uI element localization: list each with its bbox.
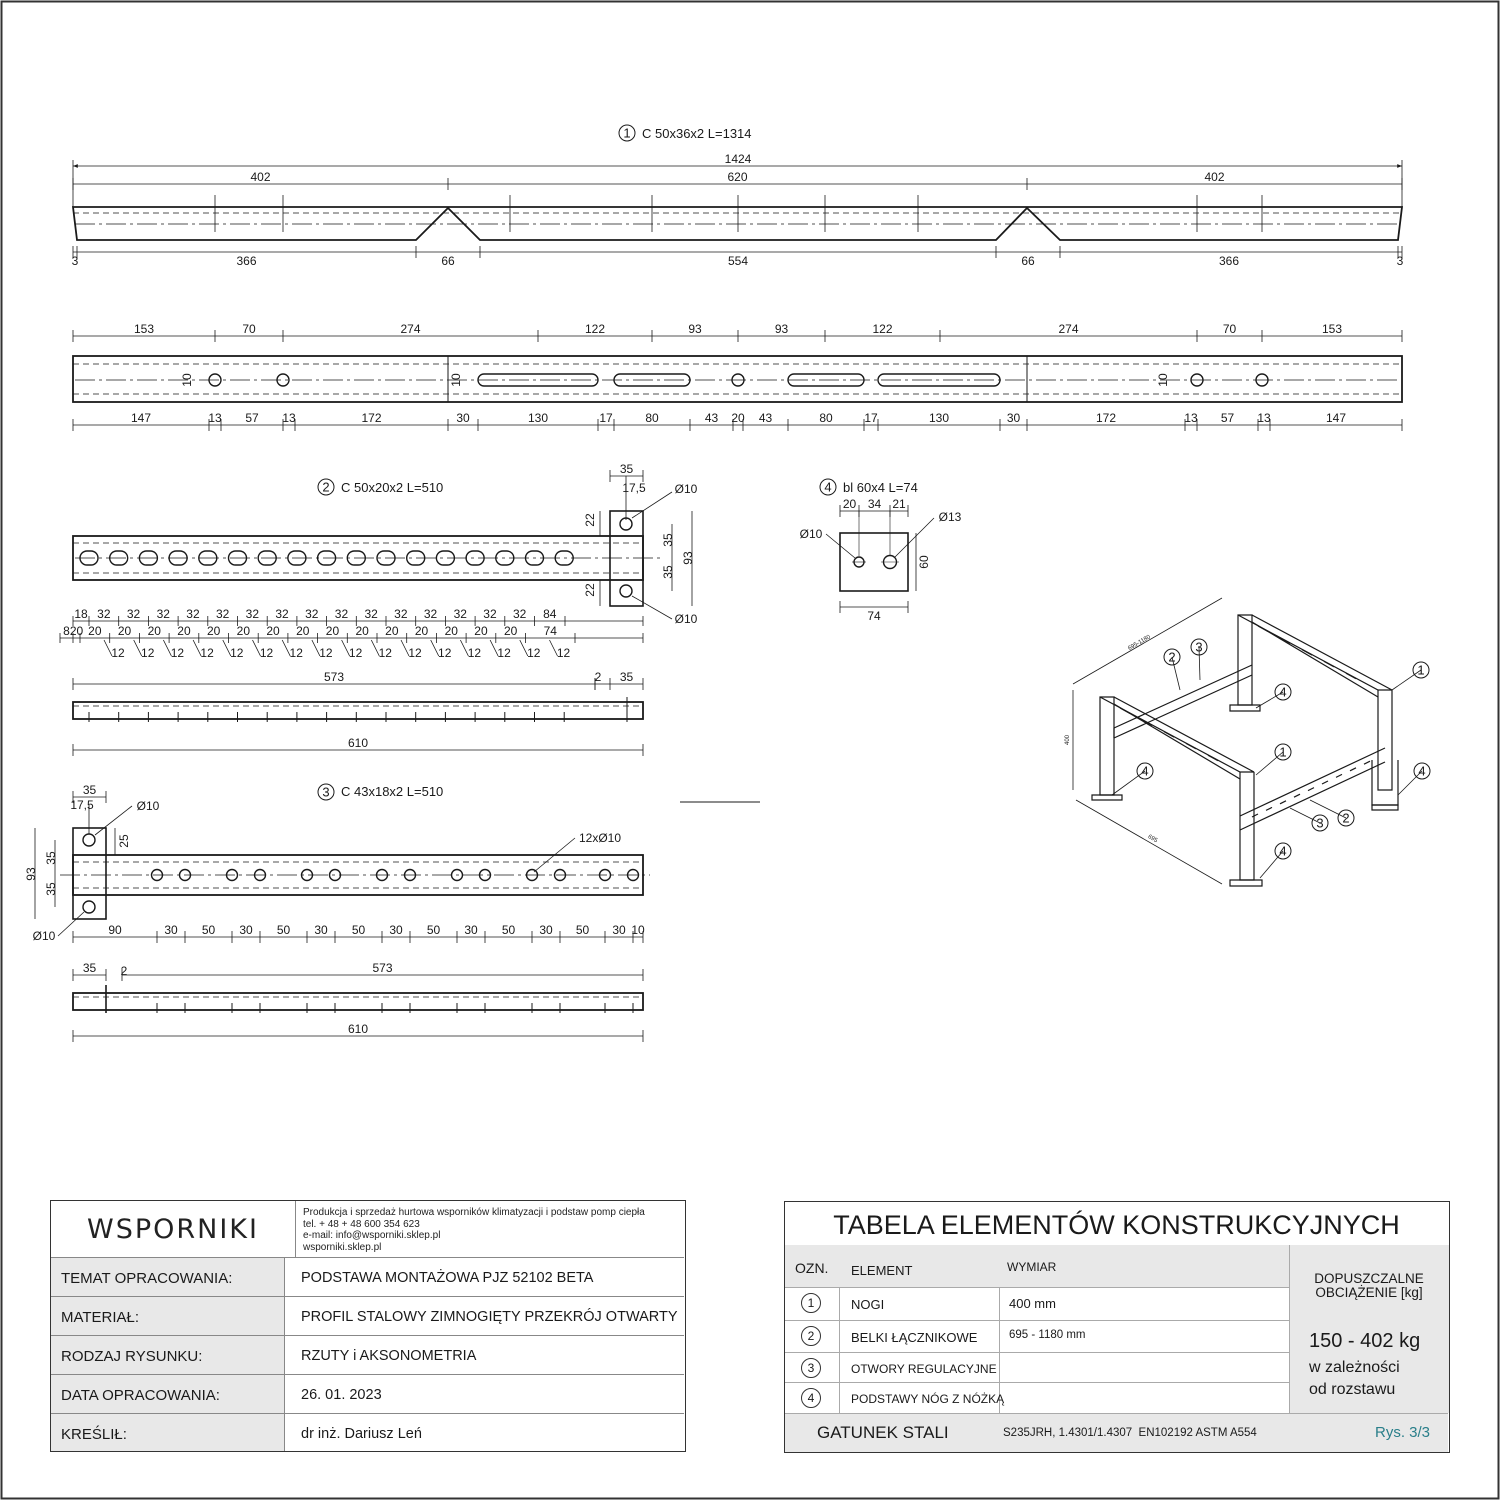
dimension-value: 20 xyxy=(69,624,84,638)
callout-number: 4 xyxy=(1141,763,1149,779)
slot-height-dim: 12 xyxy=(408,646,422,660)
dimension-value: 32 xyxy=(215,607,230,621)
front-left-leg xyxy=(1100,697,1114,795)
dimension-value: 20 xyxy=(414,624,429,638)
load-value: 150 - 402 kg xyxy=(1309,1330,1421,1352)
load-note-2: od rozstawu xyxy=(1309,1381,1396,1398)
steel-value: S235JRH, 1.4301/1.4307 EN102192 ASTM A554 xyxy=(1003,1427,1257,1439)
profile-outline xyxy=(73,207,1402,240)
hole-diameter-bottom: Ø10 xyxy=(32,929,56,943)
dimension-value: 20 xyxy=(236,624,251,638)
dimension-value: 20 xyxy=(385,624,399,638)
dimension-value: 147 xyxy=(130,411,152,425)
dimension-value: 366 xyxy=(236,254,257,268)
beam-side-view xyxy=(73,993,643,1010)
logo-cell xyxy=(51,1201,296,1258)
slot-height-dim: 12 xyxy=(319,646,333,660)
dimension-value: 93 xyxy=(774,322,789,336)
column-divider xyxy=(839,1288,840,1320)
dimension-value: 66 xyxy=(1021,254,1035,268)
dimension-value: 35 xyxy=(619,462,634,476)
title-row-key: DATA OPRACOWANIA: xyxy=(51,1375,285,1413)
slot-height-dim: 12 xyxy=(348,646,363,660)
callout-number: 4 xyxy=(824,479,832,495)
slot-height-dim: 12 xyxy=(378,646,392,660)
callout-number: 3 xyxy=(1316,815,1324,831)
dimension-value: 20 xyxy=(177,624,191,638)
hole-diameter-top: Ø10 xyxy=(136,799,160,813)
height-dim: 93 xyxy=(681,551,695,565)
slot-height-dim: 12 xyxy=(259,646,274,660)
title-row-key: RODZAJ RYSUNKU: xyxy=(51,1336,285,1374)
back-beam-slot xyxy=(1280,638,1290,644)
dimension-value: 402 xyxy=(250,170,271,184)
column-divider xyxy=(999,1288,1000,1320)
dimension-value: 274 xyxy=(1058,322,1079,336)
callout-number: 2 xyxy=(1342,810,1350,826)
connector-slot xyxy=(1280,801,1286,804)
callout-number: 1 xyxy=(1279,744,1287,760)
title-block xyxy=(50,1200,686,1452)
element-name: OTWORY REGULACYJNE xyxy=(851,1362,997,1376)
column-divider xyxy=(839,1383,840,1413)
header-wymiar: WYMIAR xyxy=(1007,1260,1057,1274)
element-number: 4 xyxy=(801,1388,821,1408)
dimension-value: 32 xyxy=(453,607,467,621)
beam-side-view xyxy=(73,702,643,719)
dimension-value: 20 xyxy=(266,624,280,638)
dimension-value: 74 xyxy=(543,624,557,638)
callout-number: 4 xyxy=(1279,843,1287,859)
dimension-value: 35 xyxy=(82,961,97,975)
company-logo: WSPORNIKI xyxy=(87,1213,259,1245)
dimension-value: 20 xyxy=(355,624,369,638)
title-row-value: PODSTAWA MONTAŻOWA PJZ 52102 BETA xyxy=(301,1270,594,1286)
dimension-value: 20 xyxy=(117,624,132,638)
dimension-value: 20 xyxy=(842,497,857,511)
front-beam-slot xyxy=(1208,755,1218,761)
dimension-value: 610 xyxy=(347,1022,369,1036)
leader-line xyxy=(95,806,132,835)
dimension-value: 32 xyxy=(186,607,200,621)
dimension-value: 10 xyxy=(631,923,645,937)
dimension-value: 30 xyxy=(164,923,178,937)
tab-hole-bottom xyxy=(620,585,632,597)
title-row-value: RZUTY i AKSONOMETRIA xyxy=(301,1348,477,1364)
dimension-value: 573 xyxy=(372,961,393,975)
column-divider xyxy=(839,1321,840,1352)
element-row xyxy=(785,1320,1289,1352)
dimension-value: 366 xyxy=(1218,254,1240,268)
part1-views xyxy=(72,125,1404,431)
title-row-key: KREŚLIŁ: xyxy=(51,1414,285,1451)
hole-diameter-top: Ø10 xyxy=(674,482,698,496)
foot-plate xyxy=(1372,805,1398,810)
header-ozn: OZN. xyxy=(795,1260,829,1276)
edge-dim-bottom: 22 xyxy=(583,583,597,597)
back-beam-slot xyxy=(1258,626,1268,632)
dimension-value: 122 xyxy=(584,322,606,336)
dimension-value: 402 xyxy=(1204,170,1225,184)
connector-slot xyxy=(1364,761,1370,764)
dimension-value: 172 xyxy=(361,411,382,425)
header-element: ELEMENT xyxy=(851,1263,913,1278)
dimension-value: 32 xyxy=(305,607,319,621)
slot-height-dim: 12 xyxy=(170,646,185,660)
dimension-value: 66 xyxy=(441,254,455,268)
sheet-number: Rys. 3/3 xyxy=(1375,1424,1431,1441)
height-dim: 93 xyxy=(24,867,38,881)
callout-number: 2 xyxy=(322,479,330,495)
end-tab xyxy=(73,828,106,919)
back-left-leg xyxy=(1238,615,1252,705)
dimension-value: 32 xyxy=(364,607,378,621)
dimension-value: 32 xyxy=(334,607,349,621)
dimension-value: 32 xyxy=(275,607,289,621)
title-row-value: 26. 01. 2023 xyxy=(301,1387,382,1403)
element-dimension: 400 mm xyxy=(1009,1296,1056,1311)
callout-number: 4 xyxy=(1418,763,1426,779)
element-name: NOGI xyxy=(851,1297,885,1312)
company-phone: tel. + 48 + 48 600 354 623 xyxy=(303,1218,420,1230)
dimension-value: 30 xyxy=(539,923,553,937)
leader-line xyxy=(895,518,934,557)
dimension-value: 172 xyxy=(1095,411,1117,425)
dimension-value: 30 xyxy=(389,923,403,937)
title-row xyxy=(51,1335,684,1374)
element-number: 1 xyxy=(801,1293,821,1313)
connector-slot xyxy=(1308,788,1314,791)
dim-depth: 695-1180 xyxy=(1127,634,1152,652)
dimension-value: 90 xyxy=(108,923,122,937)
dimension-value: 80 xyxy=(819,411,833,425)
foot-plate xyxy=(1230,880,1262,886)
dimension-value: 147 xyxy=(1325,411,1347,425)
title-row-key: TEMAT OPRACOWANIA: xyxy=(51,1258,285,1296)
dimension-value: 32 xyxy=(126,607,141,621)
dimension-value: 130 xyxy=(928,411,950,425)
dimension-value: 153 xyxy=(133,322,155,336)
dimension-value: 35 xyxy=(619,670,634,684)
dimension-value: 74 xyxy=(867,609,881,623)
dimension-value: 3 xyxy=(1396,254,1404,268)
front-beam-flange xyxy=(1114,704,1240,779)
hole-height-3: 10 xyxy=(1156,373,1170,387)
part2-views xyxy=(60,462,698,756)
element-row xyxy=(785,1352,1289,1382)
element-name: PODSTAWY NÓG Z NÓŻKĄ xyxy=(851,1392,1005,1406)
dimension-value: 50 xyxy=(575,923,590,937)
dim-height: 400 xyxy=(1065,734,1071,746)
slot-height-dim: 12 xyxy=(527,646,541,660)
dimension-value: 20 xyxy=(444,624,458,638)
leader-line xyxy=(632,596,672,619)
part4-label: bl 60x4 L=74 xyxy=(843,480,918,495)
dimension-value: 32 xyxy=(483,607,497,621)
dimension-value: 32 xyxy=(512,607,527,621)
foot-plate xyxy=(1092,795,1122,800)
title-row xyxy=(51,1296,684,1335)
tab-hole-bottom xyxy=(83,901,95,913)
element-number: 2 xyxy=(801,1326,821,1346)
dimension-value: 20 xyxy=(503,624,518,638)
front-beam-slot xyxy=(1120,708,1130,714)
slot-height-dim: 12 xyxy=(289,646,303,660)
title-row xyxy=(51,1257,684,1296)
dimension-value: 17 xyxy=(864,411,878,425)
back-beam-flange xyxy=(1252,622,1378,697)
back-beam-slot xyxy=(1346,673,1356,679)
title-row-key: MATERIAŁ: xyxy=(51,1297,285,1335)
dimension-value: 20 xyxy=(474,624,488,638)
dimension-value: 3 xyxy=(71,254,79,268)
slot-height-dim: 12 xyxy=(497,646,511,660)
header-load: DOPUSZCZALNE OBCIĄŻENIE [kg] xyxy=(1314,1271,1424,1300)
dimension-value: 8 xyxy=(63,624,70,638)
holes-note: 12xØ10 xyxy=(578,831,622,845)
part4-view xyxy=(800,479,962,623)
slot-height-dim: 12 xyxy=(200,646,214,660)
dimension-value: 50 xyxy=(351,923,366,937)
slot-height-dim: 12 xyxy=(556,646,571,660)
dimension-value: 20 xyxy=(206,624,221,638)
slot-height-dim: 12 xyxy=(230,646,244,660)
dimension-value: 20 xyxy=(147,624,161,638)
company-info xyxy=(303,1207,683,1253)
dimension-value: 50 xyxy=(276,923,291,937)
back-top-beam xyxy=(1238,615,1392,690)
dimension-value: 20 xyxy=(88,624,102,638)
connector-slot xyxy=(1252,814,1258,817)
company-email: e-mail: info@wsporniki.sklep.pl xyxy=(303,1230,441,1241)
elements-table xyxy=(784,1201,1450,1453)
dimension-value: 30 xyxy=(464,923,478,937)
leader-line xyxy=(58,912,84,936)
edge-dim-top: 22 xyxy=(583,513,597,527)
dimension-value: 13 xyxy=(1184,411,1198,425)
front-right-leg xyxy=(1240,772,1254,880)
dimension-value: 20 xyxy=(731,411,745,425)
dimension-value: 122 xyxy=(872,322,893,336)
tab-hole-top xyxy=(83,834,95,846)
left-connector-beam xyxy=(1114,665,1252,738)
hole-diameter-bottom: Ø10 xyxy=(674,612,698,626)
dimension-value: 32 xyxy=(156,607,170,621)
dimension-value: 130 xyxy=(527,411,549,425)
company-line: Produkcja i sprzedaż hurtowa wsporników klimatyzacji i podstaw pomp ciepła xyxy=(303,1207,645,1218)
dimension-value: 30 xyxy=(1006,411,1021,425)
half-dim-bottom: 35 xyxy=(661,565,675,579)
dimension-value: 93 xyxy=(688,322,702,336)
column-divider xyxy=(999,1321,1000,1352)
dimension-value: 50 xyxy=(426,923,441,937)
dimension-value: 13 xyxy=(1257,411,1271,425)
dimension-value: 17 xyxy=(599,411,613,425)
part3-label: C 43x18x2 L=510 xyxy=(341,784,444,799)
tab-center-dim: 17,5 xyxy=(622,481,646,495)
callout-number: 3 xyxy=(1195,639,1203,655)
dimension-value: 13 xyxy=(208,411,222,425)
dimension-value: 84 xyxy=(543,607,557,621)
side-gap-dim: 2 xyxy=(120,964,128,978)
element-row xyxy=(785,1382,1289,1413)
part2-label: C 50x20x2 L=510 xyxy=(341,480,444,495)
part3-views xyxy=(24,783,650,1042)
dimension-value: 32 xyxy=(245,607,260,621)
dimension-value: 573 xyxy=(323,670,345,684)
hole-height-2: 10 xyxy=(449,373,463,387)
half-dim-top: 35 xyxy=(44,851,58,865)
dimension-value: 50 xyxy=(501,923,516,937)
edge-dim: 25 xyxy=(117,834,131,848)
slot-height-dim: 12 xyxy=(438,646,452,660)
callout-leader xyxy=(1112,771,1145,795)
dimension-value: 21 xyxy=(892,497,906,511)
connector-slot xyxy=(1336,774,1342,777)
title-row-value: dr inż. Dariusz Leń xyxy=(301,1426,422,1442)
dimension-value: 50 xyxy=(201,923,216,937)
element-row xyxy=(785,1288,1289,1320)
column-divider xyxy=(999,1353,1000,1382)
title-row xyxy=(51,1413,684,1451)
dim-width: 695 xyxy=(1146,834,1159,845)
part1-label: C 50x36x2 L=1314 xyxy=(642,126,752,141)
dimension-value: 43 xyxy=(704,411,719,425)
load-note-1: w zależności xyxy=(1309,1359,1400,1376)
dimension-value: 620 xyxy=(727,170,748,184)
dimension-value: 18 xyxy=(74,607,88,621)
connector-slot xyxy=(1294,794,1300,797)
callout-number: 1 xyxy=(623,125,631,141)
dimension-value: 554 xyxy=(727,254,749,268)
dimension-value: 274 xyxy=(400,322,421,336)
dimension-value: 610 xyxy=(347,736,369,750)
half-dim-top: 35 xyxy=(661,533,675,547)
callout-number: 3 xyxy=(322,784,330,800)
foot-plate xyxy=(1230,705,1260,711)
dimension-value: 80 xyxy=(645,411,659,425)
hole-diameter-large: Ø13 xyxy=(938,510,962,524)
dimension-value: 30 xyxy=(239,923,253,937)
dimension-value: 35 xyxy=(82,783,97,797)
element-dimension: 695 - 1180 mm xyxy=(1009,1329,1086,1341)
dimension-value: 30 xyxy=(612,923,626,937)
dimension-value: 70 xyxy=(1222,322,1237,336)
tab-center-dim: 17,5 xyxy=(70,798,94,812)
dimension-value: 32 xyxy=(394,607,408,621)
table-title: TABELA ELEMENTÓW KONSTRUKCYJNYCH xyxy=(785,1202,1448,1246)
overall-length: 1424 xyxy=(724,152,752,166)
dimension-value: 57 xyxy=(245,411,259,425)
dimension-value: 20 xyxy=(325,624,340,638)
dimension-value: 32 xyxy=(423,607,438,621)
dimension-value: 70 xyxy=(242,322,256,336)
slot-height-dim: 12 xyxy=(467,646,482,660)
leader-line xyxy=(632,492,672,518)
callout-number: 4 xyxy=(1279,684,1287,700)
half-dim-bottom: 35 xyxy=(44,882,58,896)
connector-slot xyxy=(1266,807,1272,810)
dimension-value: 32 xyxy=(97,607,111,621)
dimension-value: 20 xyxy=(296,624,310,638)
axonometric-view xyxy=(1065,598,1430,886)
hole-diameter-small: Ø10 xyxy=(799,527,823,541)
hole-height-1: 10 xyxy=(180,373,194,387)
connector-slot xyxy=(1322,781,1328,784)
title-row-value: PROFIL STALOWY ZIMNOGIĘTY PRZEKRÓJ OTWARTY xyxy=(301,1309,678,1325)
slot-height-dim: 12 xyxy=(141,646,155,660)
plate-height: 60 xyxy=(917,555,931,569)
element-number: 3 xyxy=(801,1358,821,1378)
end-tab xyxy=(610,511,643,606)
column-divider xyxy=(839,1353,840,1382)
slot-height-dim: 12 xyxy=(111,646,125,660)
dimension-value: 57 xyxy=(1220,411,1235,425)
element-name: BELKI ŁĄCZNIKOWE xyxy=(851,1330,978,1345)
dimension-value: 34 xyxy=(867,497,882,511)
dimension-value: 30 xyxy=(456,411,470,425)
dimension-value: 13 xyxy=(282,411,296,425)
company-website: wsporniki.sklep.pl xyxy=(303,1241,382,1253)
callout-number: 1 xyxy=(1417,662,1425,678)
connector-slot xyxy=(1350,768,1356,771)
back-right-leg-top xyxy=(1378,690,1392,790)
side-gap-dim: 2 xyxy=(594,670,602,684)
callout-number: 2 xyxy=(1168,649,1176,665)
steel-label: GATUNEK STALI xyxy=(817,1423,949,1442)
dimension-value: 153 xyxy=(1321,322,1343,336)
dimension-value: 43 xyxy=(758,411,773,425)
dimension-value: 30 xyxy=(314,923,328,937)
dim-width-line xyxy=(1076,800,1222,884)
title-row xyxy=(51,1374,684,1413)
